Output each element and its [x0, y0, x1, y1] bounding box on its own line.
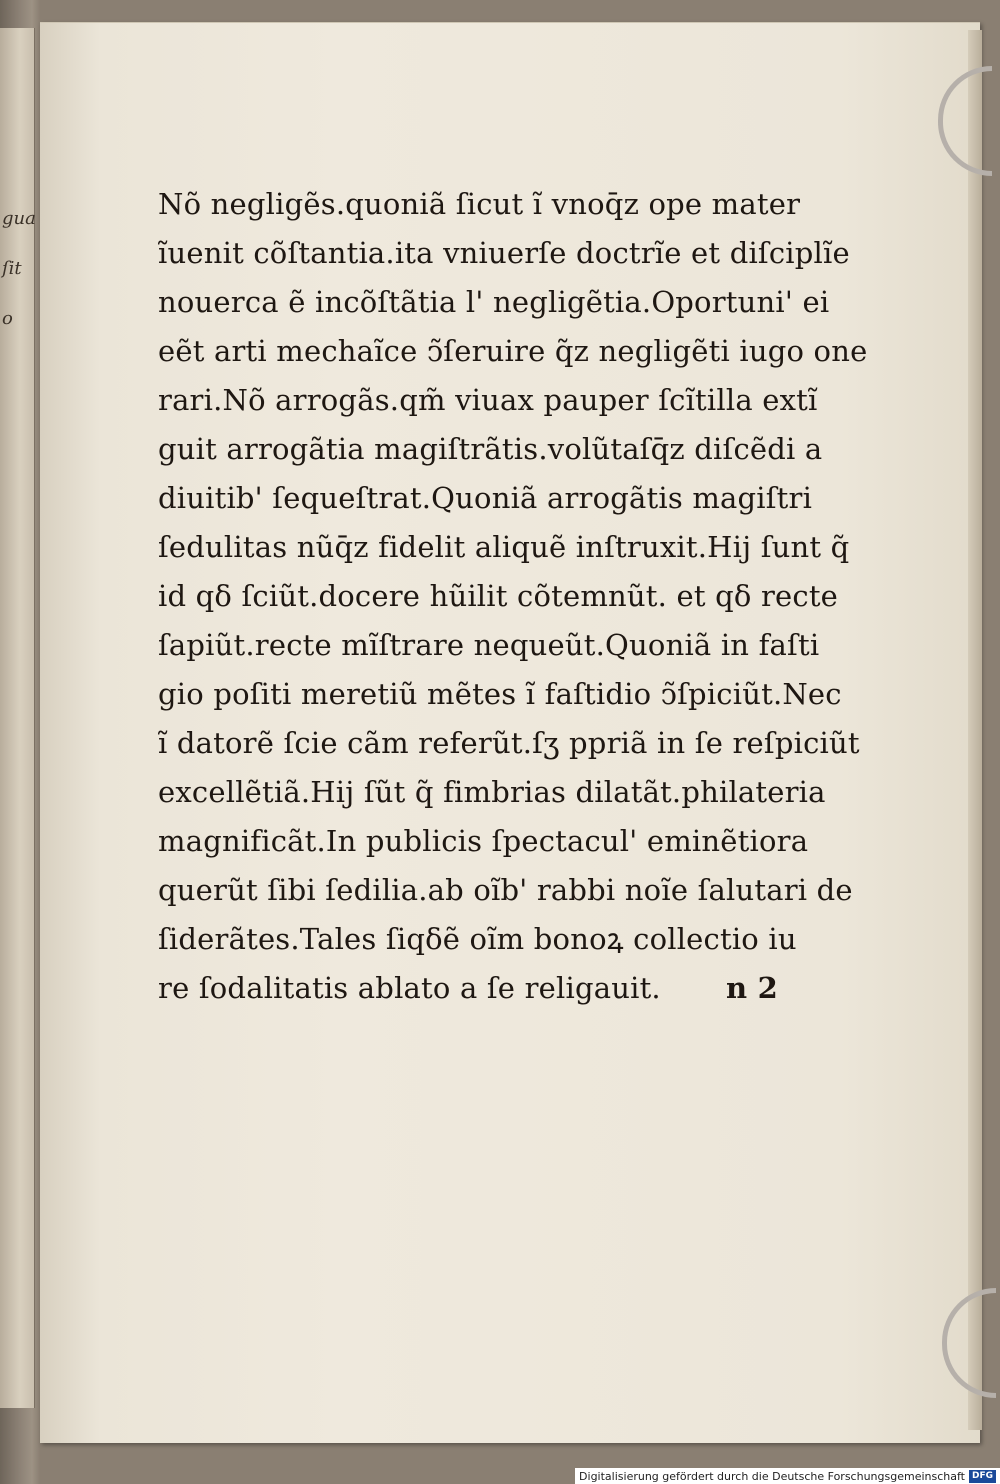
text-line: ĩuenit cõſtantia.ita vniuerſe doctrĩe et diſciplĩe: [158, 236, 850, 270]
text-line: ĩ datorẽ ſcie cãm referũt.ſʒ ppriã in ſe reſpiciũt: [158, 726, 860, 760]
text-line: rari.Nõ arrogãs.qm̃ viuax pauper ſcĩtilla extĩ: [158, 383, 818, 417]
page-fore-edge: [968, 30, 982, 1430]
text-line: gio poſiti meretiũ mẽtes ĩ faſtidio ↄ̃ſpiciũt.Nec: [158, 677, 842, 711]
text-line: eẽt arti mechaĩce ↄ̃ſeruire q̃z negligẽti iugo one: [158, 334, 868, 368]
page-text: [158, 180, 868, 1013]
text-line: id qδ ſciũt.docere hũilit cõtemnũt. et qδ recte: [158, 579, 839, 613]
prev-page-fragment: gua: [2, 208, 36, 229]
text-line: re ſodalitatis ablato a ſe religauit.: [158, 971, 661, 1005]
text-line: guit arrogãtia magiſtrãtis.volũtaſq̄z diſcẽdi a: [158, 432, 823, 466]
text-line: querũt ſibi ſedilia.ab oĩb' rabbi noĩe ſalutari de: [158, 873, 853, 907]
prev-page-fragment: ſit: [2, 258, 22, 279]
footer-credit-bar: [575, 1468, 1000, 1484]
prev-page-fragment: o: [2, 308, 13, 329]
text-line: excellẽtiã.Hij ſũt q̃ fimbrias dilatãt.philateria: [158, 775, 826, 809]
text-line: Nõ negligẽs.quoniã ſicut ĩ vnoq̄z ope mater: [158, 187, 801, 221]
dfg-logo-icon: DFG: [969, 1470, 996, 1483]
footer-credit: Digitalisierung gefördert durch die Deutsche Forschungsgemeinschaft: [579, 1469, 965, 1483]
signature-mark: n 2: [726, 971, 778, 1005]
previous-page-edge: [0, 28, 35, 1408]
text-line: magnificãt.In publicis ſpectacul' eminẽtiora: [158, 824, 809, 858]
last-line: [158, 964, 778, 1013]
text-line: ſiderãtes.Tales ſiqδẽ oĩm bonoꝝ collectio iu: [158, 922, 797, 956]
text-line: diuitib' ſequeſtrat.Quoniã arrogãtis magiſtri: [158, 481, 813, 515]
text-line: ſapiũt.recte mĩſtrare nequeũt.Quoniã in faſti: [158, 628, 820, 662]
text-line: nouerca ẽ incõſtãtia l' negligẽtia.Oportuni' ei: [158, 285, 830, 319]
text-line: ſedulitas nũq̄z fidelit aliquẽ inſtruxit.Hij ſunt q̃: [158, 530, 850, 564]
